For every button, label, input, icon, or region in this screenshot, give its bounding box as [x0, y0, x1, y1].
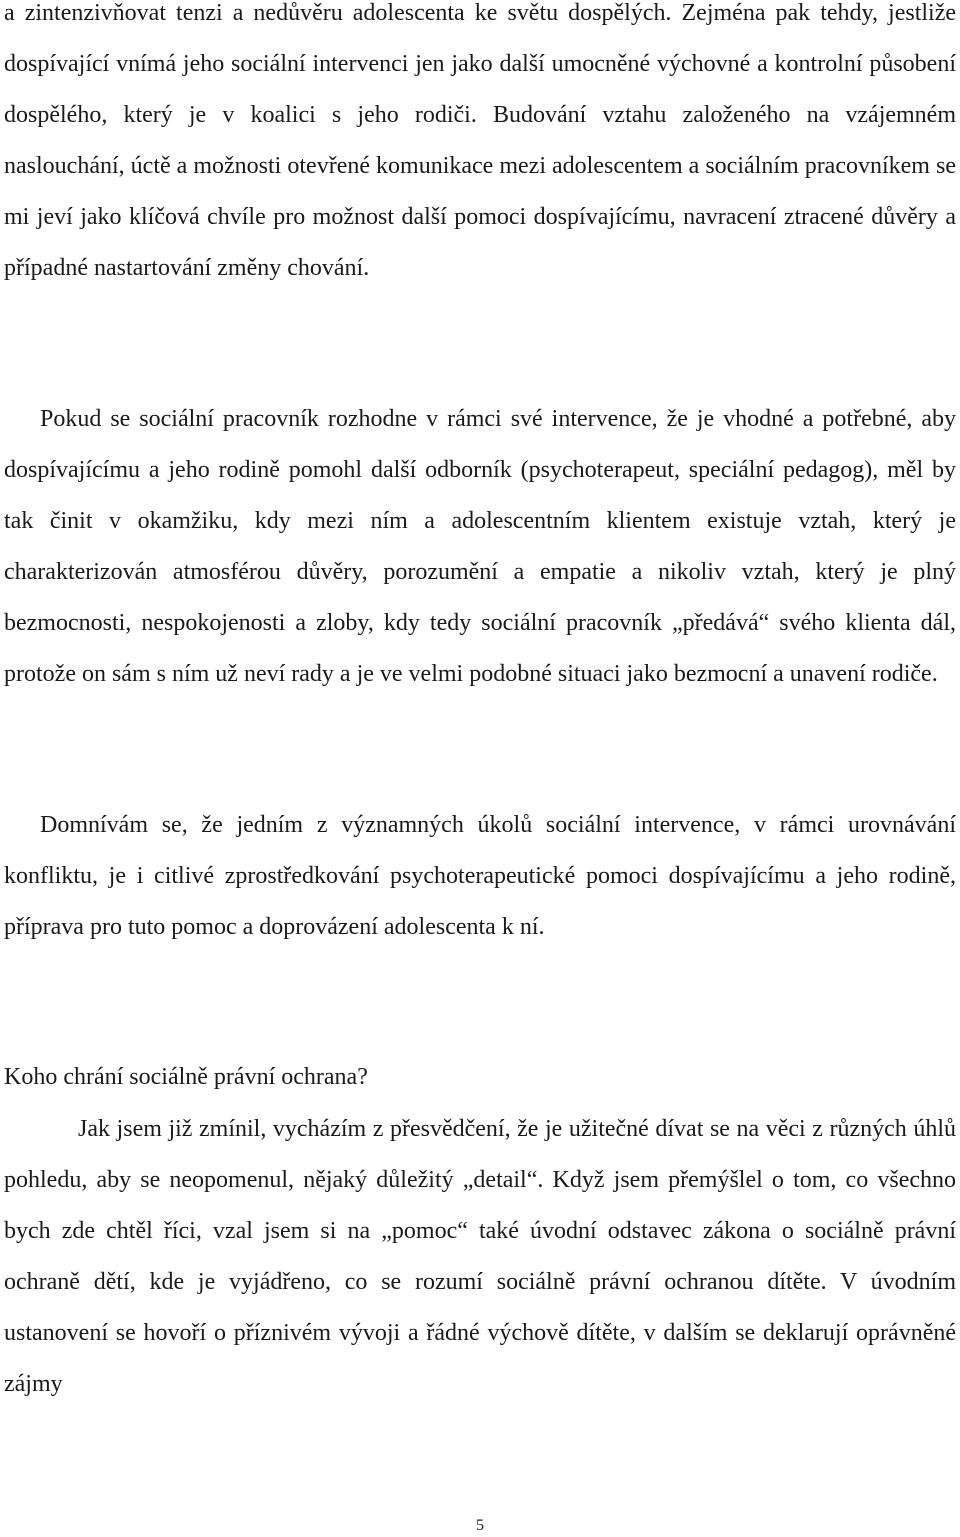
section-heading: Koho chrání sociálně právní ochrana? — [4, 1064, 368, 1090]
document-page — [4, 0, 956, 1537]
paragraph-3: Domnívám se, že jedním z významných úkolů sociální intervence, v rámci urovnávání konfliktu, je i citlivé zprostředkování psychoterapeutické pomoci dospívajícímu a jeho rodině, příprava pro tuto pomoc a doprovázení adolescenta k ní. — [4, 812, 956, 940]
page-number: 5 — [476, 1517, 484, 1534]
paragraph-2: Pokud se sociální pracovník rozhodne v rámci své intervence, že je vhodné a potřebné, aby dospívajícímu a jeho rodině pomohl další odborník (psychoterapeut, speciální pedagog), měl by tak činit v okamžiku, kdy mezi ním a adolescentním klientem existuje vztah, který je charakterizován atmosférou důvěry, porozumění a empatie a nikoliv vztah, který je plný bezmocnosti, nespokojenosti a zloby, kdy tedy sociální pracovník „předává“ svého klienta dál, protože on sám s ním už neví rady a je ve velmi podobné situaci jako bezmocní a unavení rodiče. — [4, 406, 956, 687]
paragraph-1: a zintenzivňovat tenzi a nedůvěru adolescenta ke světu dospělých. Zejména pak tehdy, jestliže dospívající vnímá jeho sociální intervenci jen jako další umocněné výchovné a kontrolní působení dospělého, který je v koalici s jeho rodiči. Budování vztahu založeného na vzájemném naslouchání, úctě a možnosti otevřené komunikace mezi adolescentem a sociálním pracovníkem se mi jeví jako klíčová chvíle pro možnost další pomoci dospívajícímu, navracení ztracené důvěry a případné nastartování změny chování. — [4, 0, 956, 281]
paragraph-4: Jak jsem již zmínil, vycházím z přesvědčení, že je užitečné dívat se na věci z různých úhlů pohledu, aby se neopomenul, nějaký důležitý „detail“. Když jsem přemýšlel o tom, co všechno bych zde chtěl říci, vzal jsem si na „pomoc“ také úvodní odstavec zákona o sociálně právní ochraně dětí, kde je vyjádřeno, co se rozumí sociálně právní ochranou dítěte. V úvodním ustanovení se hovoří o příznivém vývoji a řádné výchově dítěte, v dalším se deklarují oprávněné zájmy — [4, 1116, 956, 1397]
